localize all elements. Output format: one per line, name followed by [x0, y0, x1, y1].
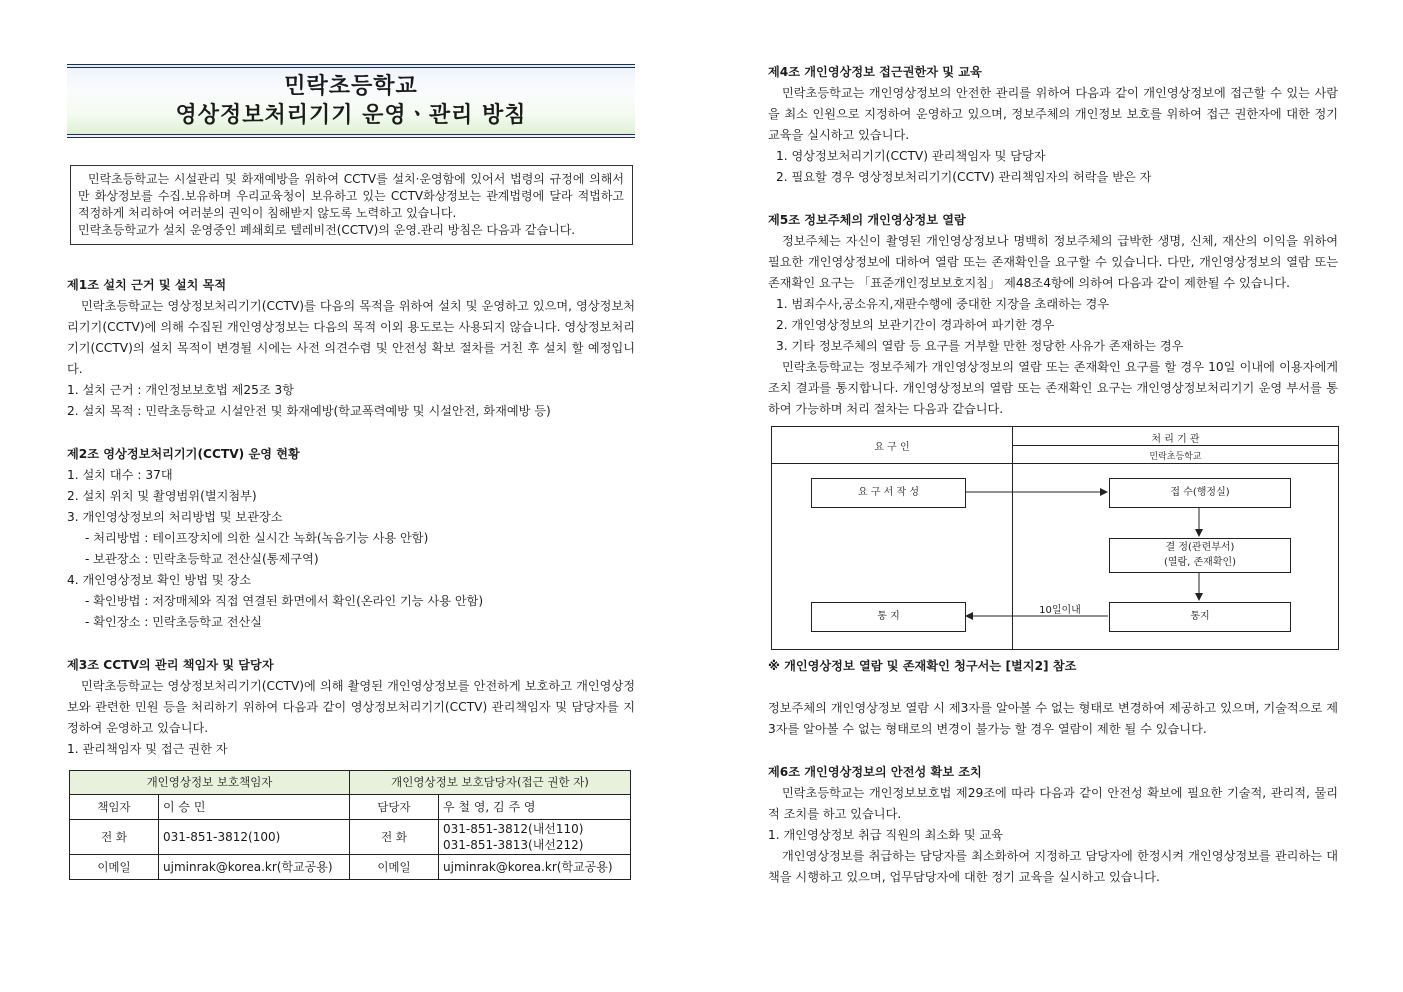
arrow-right-icon — [1100, 488, 1108, 496]
table-label-cell: 전 화 — [350, 820, 439, 855]
left-column — [67, 64, 635, 880]
policy-title: 영상정보처리기기 운영ㆍ관리 방침 — [175, 103, 527, 128]
responsible-persons-table — [69, 770, 631, 880]
article-5-body-3: 정보주체의 개인영상정보 열람 시 제3자를 알아볼 수 없는 형태로 변경하여 제공하고 있으며, 기술적으로 제3자를 알아볼 수 없는 형태로의 변경이 불가능 할 경우 열람이 제한 될 수 있습니다. — [768, 701, 1338, 736]
article-2-item: 4. 개인영상정보 확인 방법 및 장소 — [67, 573, 252, 587]
notice-requester-box: 통 지 — [811, 602, 966, 632]
intro-paragraph-2: 민락초등학교가 설치 운영중인 폐쇄회로 텔레비전(CCTV)의 운영.관리 방침은 다음과 같습니다. — [78, 223, 576, 237]
table-row — [70, 820, 631, 855]
article-2-subitem: - 확인방법 : 저장매체와 직접 연결된 화면에서 확인(온라인 기능 사용 안함) — [85, 594, 484, 608]
article-1-item: 1. 설치 근거 : 개인정보보호법 제25조 3항 — [67, 383, 295, 397]
table-value-cell: 031-851-3812(100) — [159, 820, 350, 855]
table-label-cell: 책임자 — [70, 795, 159, 820]
table-label-cell: 이메일 — [350, 855, 439, 880]
ten-days-label: 10일이내 — [1039, 605, 1081, 616]
article-5-item: 1. 범죄수사,공소유지,재판수행에 중대한 지장을 초래하는 경우 — [776, 297, 1110, 311]
article-1-item: 2. 설치 목적 : 민락초등학교 시설안전 및 화재예방(학교폭력예방 및 시설안전, 화재예방 등) — [67, 404, 551, 418]
arrow-down-icon — [1195, 529, 1203, 537]
intro-paragraph-1: 민락초등학교는 시설관리 및 화재예방을 위하여 CCTV를 설치·운영함에 있어서 법령의 규정에 의해서만 화상정보를 수집.보유하며 우리교육청이 보유하고 있는 CCTV화상정보는 관계법령에 달라 적법하고 적정하게 처리하여 여러분의 권익이 침해받지 않도록 노력하고 있습니다. — [78, 172, 624, 220]
article-2-subitem: - 확인장소 : 민락초등학교 전산실 — [85, 615, 263, 629]
table-row — [70, 855, 631, 880]
table-value-cell: 이 승 민 — [159, 795, 350, 820]
requester-header: 요 구 인 — [874, 442, 910, 453]
article-5-body: 정보주체는 자신이 촬영된 개인영상정보나 명백히 정보주체의 급박한 생명, 신체, 재산의 이익을 위하여 필요한 개인영상정보에 대하여 열람 또는 존재확인을 요구할 수 있습니다. 다만, 개인영상정보의 열람 또는 존재확인 요구는 「표준개인정보보호지침」 제48조4항에 의하여 다음과 같이 제한될 수 있습니다. — [768, 234, 1338, 290]
article-2-item: 1. 설치 대수 : 37대 — [67, 468, 173, 482]
table-header-row — [70, 771, 631, 795]
article-1-body: 민락초등학교는 영상정보처리기기(CCTV)를 다음의 목적을 위하여 설치 및 운영하고 있으며, 영상정보처리기기(CCTV)에 의해 수집된 개인영상정보는 다음의 목적 이외 용도로는 사용되지 않습니다. 영상정보처리기기(CCTV)의 설치 목적이 변경될 시에는 사전 의견수렴 및 안전성 확보 절차를 거친 후 설치 할 예정입니다. — [67, 299, 635, 376]
receipt-box: 접 수(행정실) — [1109, 478, 1291, 508]
article-6-item: 1. 개인영상정보 취급 직원의 최소화 및 교육 — [768, 828, 1004, 842]
article-2-item: 2. 설치 위치 및 촬영범위(별지첨부) — [67, 489, 257, 503]
article-6-heading: 제6조 개인영상정보의 안전성 확보 조치 — [768, 765, 982, 779]
title-banner — [67, 64, 635, 138]
article-6-body: 민락초등학교는 개인정보보호법 제29조에 따라 다음과 같이 안전성 확보에 필요한 기술적, 관리적, 물리적 조치를 하고 있습니다. — [768, 786, 1338, 821]
phone-line: 031-851-3812(내선110) — [443, 822, 584, 836]
article-2-heading: 제2조 영상정보처리기기(CCTV) 운영 현황 — [67, 447, 300, 461]
table-value-cell — [439, 820, 631, 855]
article-4-item: 2. 필요할 경우 영상정보처리기기(CCTV) 관리책임자의 허락을 받은 자 — [776, 170, 1152, 184]
table-label-cell: 이메일 — [70, 855, 159, 880]
institution-header: 처 리 기 관 — [1151, 434, 1200, 445]
request-form-box: 요 구 서 작 성 — [811, 478, 966, 508]
article-4-item: 1. 영상정보처리기기(CCTV) 관리책임자 및 담당자 — [776, 149, 1046, 163]
article-5-body-2: 민락초등학교는 정보주체가 개인영상정보의 열람 또는 존재확인 요구를 할 경우 10일 이내에 이용자에게 조치 결과를 통지합니다. 개인영상정보의 열람 또는 존재확인 요구는 개인영상정보처리기기 운영 부서를 통하여 가능하며 처리 절차는 다음과 같습니다. — [768, 360, 1338, 416]
article-2-subitem: - 보관장소 : 민락초등학교 전산실(통제구역) — [85, 552, 319, 566]
article-3-body: 민락초등학교는 영상정보처리기기(CCTV)에 의해 촬영된 개인영상정보를 안전하게 보호하고 개인영상정보와 관련한 민원 등을 처리하기 위하여 다음과 같이 영상정보처리기기(CCTV) 관리책임자 및 담당자를 지정하여 운영하고 있습니다. — [67, 679, 635, 735]
article-2-item: 3. 개인영상정보의 처리방법 및 보관장소 — [67, 510, 283, 524]
table-label-cell: 담당자 — [350, 795, 439, 820]
table-value-cell: ujminrak@korea.kr(학교공용) — [439, 855, 631, 880]
institution-name: 민락초등학교 — [1149, 452, 1202, 462]
table-value-cell: 우 철 영, 김 주 영 — [439, 795, 631, 820]
article-3-item: 1. 관리책임자 및 접근 권한 자 — [67, 742, 228, 756]
right-column — [768, 62, 1338, 888]
article-5-heading: 제5조 정보주체의 개인영상정보 열람 — [768, 213, 966, 227]
table-label-cell: 전 화 — [70, 820, 159, 855]
decision-sub-label: (열람, 존재확인) — [1163, 557, 1237, 568]
table-value-cell: ujminrak@korea.kr(학교공용) — [159, 855, 350, 880]
intro-box — [70, 165, 633, 245]
article-3-heading: 제3조 CCTV의 관리 책임자 및 담당자 — [67, 658, 274, 672]
arrow-down-icon — [1195, 593, 1203, 601]
article-2-subitem: - 처리방법 : 테이프장치에 의한 실시간 녹화(녹음기능 사용 안함) — [85, 531, 429, 545]
notice-institution-box: 통지 — [1109, 602, 1291, 632]
article-5-item: 2. 개인영상정보의 보관기간이 경과하여 파기한 경우 — [776, 318, 1055, 332]
table-header-cell: 개인영상정보 보호담당자(접근 권한 자) — [350, 771, 631, 795]
article-4-heading: 제4조 개인영상정보 접근권한자 및 교육 — [768, 65, 982, 79]
article-6-body-2: 개인영상정보를 취급하는 담당자를 최소화하여 지정하고 담당자에 한정시켜 개인영상정보를 관리하는 대책을 시행하고 있으며, 업무담당자에 대한 정기 교육을 실시하고 있습니다. — [768, 849, 1338, 884]
article-4-body: 민락초등학교는 개인영상정보의 안전한 관리를 위하여 다음과 같이 개인영상정보에 접근할 수 있는 사람을 최소 인원으로 지정하여 운영하고 있으며, 정보주체의 개인정보 보호를 위하여 접근 권한자에 대한 정기교육을 실시하고 있습니다. — [768, 86, 1338, 142]
request-form-note: ※ 개인영상정보 열람 및 존재확인 청구서는 [별지2] 참조 — [768, 659, 1077, 673]
phone-line: 031-851-3813(내선212) — [443, 838, 584, 852]
decision-label: 결 정(관련부서) — [1165, 542, 1235, 553]
article-5-item: 3. 기타 정보주체의 열람 등 요구를 거부할 만한 정당한 사유가 존재하는 경우 — [776, 339, 1184, 353]
arrow-left-icon — [965, 612, 973, 620]
article-1-heading: 제1조 설치 근거 및 설치 목적 — [67, 278, 227, 292]
table-row — [70, 795, 631, 820]
table-header-cell: 개인영상정보 보호책임자 — [70, 771, 350, 795]
school-name-title: 민락초등학교 — [284, 74, 418, 99]
request-process-flowchart — [771, 426, 1339, 650]
